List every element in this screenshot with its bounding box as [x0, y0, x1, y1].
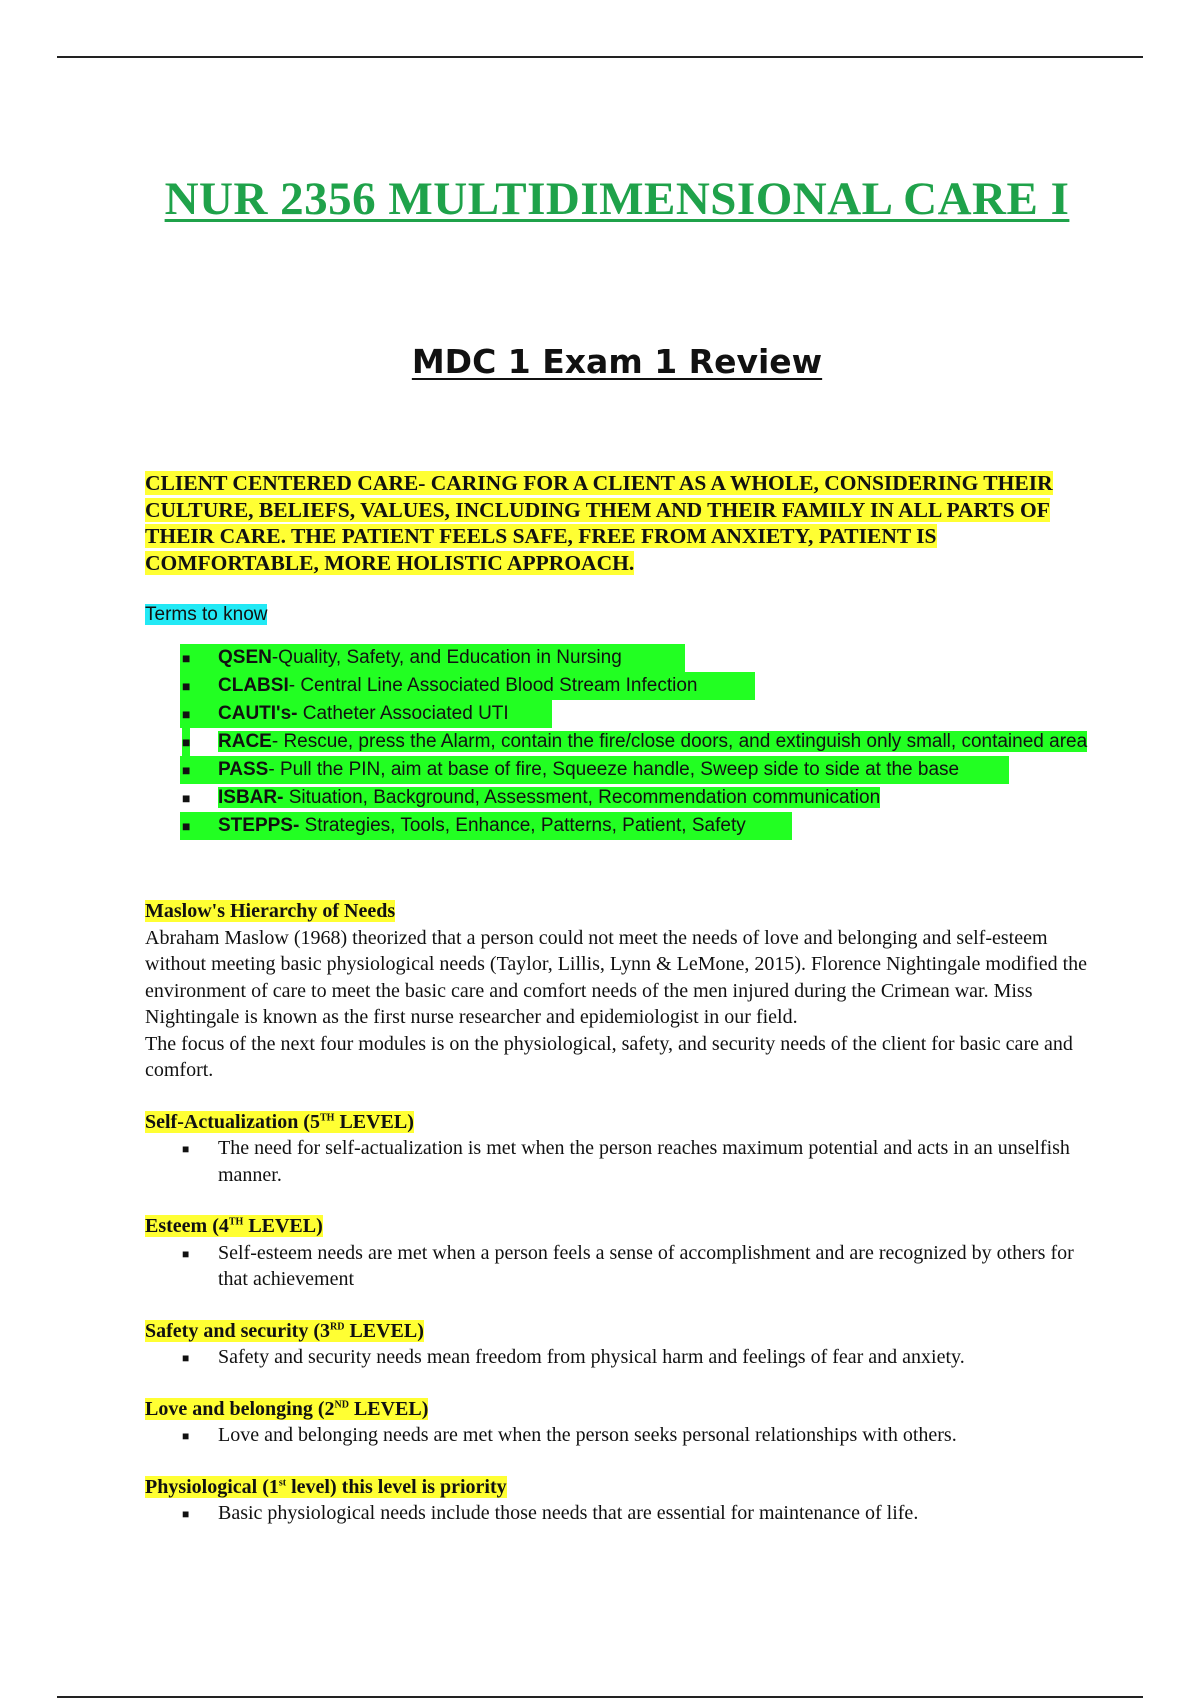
level-ordinal-suffix: st	[278, 1476, 287, 1488]
level-heading-love-belonging	[145, 1396, 1090, 1423]
client-centered-care-paragraph	[145, 470, 1090, 576]
maslow-heading-text: Maslow's Hierarchy of Needs	[145, 900, 396, 922]
level-heading-text: Physiological (1	[145, 1475, 279, 1498]
level-list-safety-security	[180, 1344, 1090, 1371]
level-heading-text: level) this level is priority	[286, 1475, 507, 1498]
level-point	[180, 1135, 1090, 1188]
square-bullet-icon: ■	[182, 706, 191, 722]
client-centered-care-text: CLIENT CENTERED CARE- CARING FOR A CLIENT AS A WHOLE, CONSIDERING THEIR CULTURE, BELIEFS, VALUES, INCLUDING THEM AND THEIR FAMILY IN ALL PARTS OF THEIR CARE. THE PATIENT FEELS SAFE, FREE FROM ANXIETY, PATIENT IS COMFORTABLE, MORE HOLISTIC APPROACH.	[145, 471, 1053, 575]
level-heading-text: LEVEL)	[348, 1397, 429, 1420]
term-abbr: ISBAR-	[218, 787, 284, 808]
exam-title: MDC 1 Exam 1 Review	[411, 342, 823, 381]
level-heading-text: LEVEL)	[334, 1110, 414, 1133]
term-definition: -Quality, Safety, and Education in Nursing	[271, 647, 622, 668]
square-bullet-icon: ■	[182, 1507, 190, 1521]
top-rule	[57, 56, 1143, 58]
level-ordinal-suffix: TH	[228, 1216, 244, 1228]
level-heading-text: LEVEL)	[243, 1215, 323, 1237]
level-heading-text: Love and belonging (2	[145, 1397, 335, 1420]
square-bullet-icon: ■	[182, 1142, 190, 1156]
maslow-paragraph-2: The focus of the next four modules is on the physiological, safety, and security needs of the client for basic care and comfort.	[145, 1032, 1073, 1081]
level-point-text: Basic physiological needs include those needs that are essential for maintenance of life.	[218, 1502, 919, 1524]
term-abbr: RACE	[218, 731, 272, 752]
document-body	[145, 470, 1090, 1527]
bottom-rule	[57, 1696, 1143, 1698]
term-item-qsen	[180, 644, 685, 672]
square-bullet-icon: ■	[182, 762, 191, 778]
term-item-pass	[180, 756, 1009, 784]
term-abbr: CAUTI's-	[218, 703, 298, 724]
term-item-isbar	[180, 784, 1090, 812]
terms-list	[180, 644, 1090, 840]
terms-label-text: Terms to know	[145, 604, 268, 625]
term-definition: Catheter Associated UTI	[297, 703, 509, 724]
level-point	[180, 1422, 1090, 1449]
level-heading-text: Esteem (4	[145, 1215, 229, 1237]
level-point	[180, 1240, 1090, 1293]
square-bullet-icon: ■	[182, 728, 190, 756]
level-list-physiological	[180, 1500, 1090, 1527]
maslow-paragraph-1: Abraham Maslow (1968) theorized that a person could not meet the needs of love and belonging and self-esteem without meeting basic physiological needs (Taylor, Lillis, Lynn & LeMone, 2015). Florence Nightingale modified the environment of care to meet the basic care and comfort needs of the men injured during the Crimean war. Miss Nightingale is known as the first nurse researcher and epidemiologist in our field.	[145, 926, 1088, 1028]
level-ordinal-suffix: RD	[329, 1320, 345, 1332]
term-item-race	[180, 728, 1090, 756]
level-heading-physiological	[145, 1474, 1090, 1501]
level-list-self-actualization	[180, 1135, 1090, 1188]
level-heading-safety-security	[145, 1318, 1090, 1345]
level-heading-text: LEVEL)	[344, 1319, 424, 1342]
term-abbr: PASS	[218, 759, 269, 780]
level-point	[180, 1500, 1090, 1527]
term-definition: Situation, Background, Assessment, Recommendation communication	[283, 787, 881, 808]
square-bullet-icon: ■	[182, 1246, 190, 1261]
square-bullet-icon: ■	[182, 678, 191, 694]
level-point	[180, 1344, 1090, 1371]
level-heading-self-actualization	[145, 1109, 1090, 1136]
term-definition: - Central Line Associated Blood Stream Infection	[288, 675, 698, 696]
terms-label	[145, 602, 1090, 628]
level-point-text: Safety and security needs mean freedom from physical harm and feelings of fear and anxiety.	[218, 1346, 965, 1368]
course-title: NUR 2356 MULTIDIMENSIONAL CARE I	[164, 173, 1070, 225]
maslow-heading	[145, 898, 1090, 925]
square-bullet-icon: ■	[182, 1429, 190, 1443]
term-definition: Strategies, Tools, Enhance, Patterns, Patient, Safety	[299, 815, 746, 836]
term-definition: - Rescue, press the Alarm, contain the fire/close doors, and extinguish only small, contained area	[271, 731, 1088, 752]
term-item-cauti	[180, 700, 552, 728]
level-point-text: Love and belonging needs are met when the person seeks personal relationships with others.	[218, 1424, 957, 1446]
level-heading-text: Self-Actualization (5	[145, 1110, 320, 1133]
term-item-stepps	[180, 812, 792, 840]
level-list-esteem	[180, 1240, 1090, 1293]
level-ordinal-suffix: ND	[334, 1398, 349, 1410]
level-ordinal-suffix: TH	[319, 1111, 335, 1123]
level-list-love-belonging	[180, 1422, 1090, 1449]
square-bullet-icon: ■	[182, 790, 191, 806]
term-definition: - Pull the PIN, aim at base of fire, Squeeze handle, Sweep side to side at the base	[268, 759, 960, 780]
level-point-text: The need for self-actualization is met when the person reaches maximum potential and acts in an unselfish manner.	[218, 1137, 1070, 1186]
maslow-section	[145, 898, 1090, 1527]
square-bullet-icon: ■	[182, 650, 191, 666]
square-bullet-icon: ■	[182, 1351, 190, 1365]
term-abbr: STEPPS-	[218, 815, 300, 836]
term-item-clabsi	[180, 672, 755, 700]
level-heading-esteem	[145, 1213, 1090, 1240]
level-point-text: Self-esteem needs are met when a person feels a sense of accomplishment and are recognized by others for that achievement	[218, 1241, 1074, 1290]
term-abbr: QSEN	[218, 647, 272, 668]
square-bullet-icon: ■	[182, 818, 191, 834]
term-abbr: CLABSI	[218, 675, 289, 696]
level-heading-text: Safety and security (3	[145, 1319, 330, 1342]
